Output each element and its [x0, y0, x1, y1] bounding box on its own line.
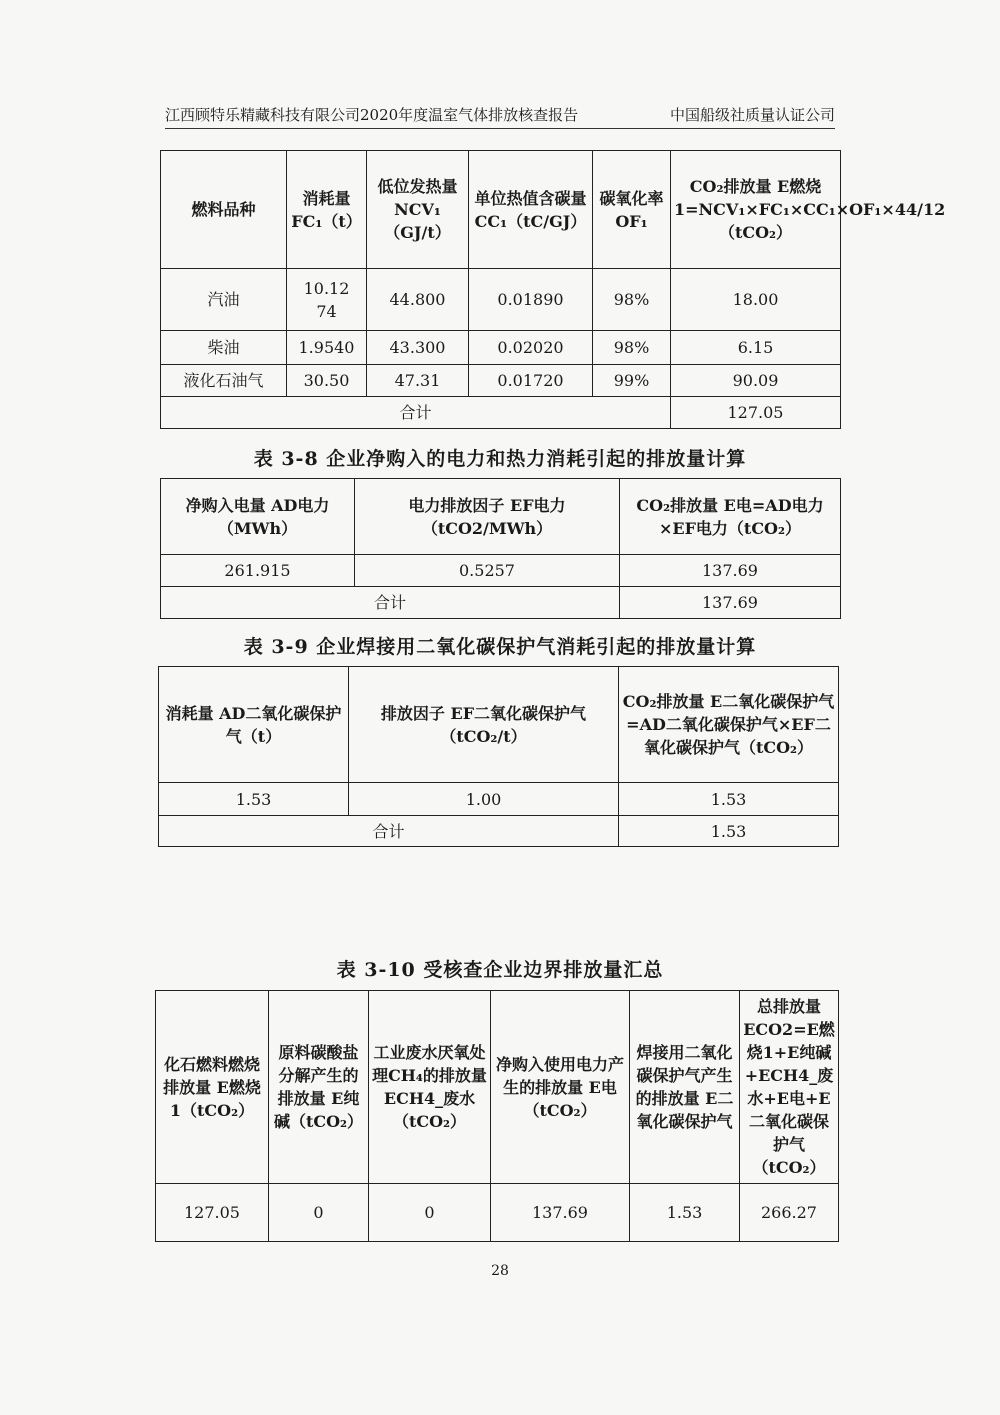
cell-fuel: 汽油 — [161, 269, 287, 331]
header-total: 总排放量 ECO2=E燃烧1+E纯碱+ECH4_废水+E电+E二氧化碳保护气（tCO₂） — [740, 991, 839, 1184]
header-ad: 消耗量 AD二氧化碳保护气（t） — [159, 667, 349, 783]
header-consumption: 消耗量FC₁（t） — [287, 151, 367, 269]
cell-of: 99% — [593, 365, 671, 397]
cell-ad: 1.53 — [159, 783, 349, 816]
header-right-text: 中国船级社质量认证公司 — [669, 106, 835, 124]
header-co2-emission: CO₂排放量 E燃烧1=NCV₁×FC₁×CC₁×OF₁×44/12（tCO₂） — [671, 151, 841, 269]
header-co2: CO₂排放量 E电=AD电力×EF电力（tCO₂） — [620, 479, 841, 555]
cell-ad: 261.915 — [161, 555, 355, 587]
total-label: 合计 — [161, 587, 620, 619]
table-row — [161, 331, 841, 365]
table-3-10-caption: 表 3-10 受核查企业边界排放量汇总 — [336, 959, 664, 981]
cell-welding-gas: 1.53 — [630, 1184, 740, 1242]
fuel-combustion-table — [160, 150, 946, 429]
header-fuel: 燃料品种 — [161, 151, 287, 269]
header-welding-gas: 焊接用二氧化碳保护气产生的排放量 E二氧化碳保护气 — [630, 991, 740, 1184]
total-value: 1.53 — [619, 816, 839, 847]
boundary-summary-table — [155, 990, 839, 1242]
header-ef: 电力排放因子 EF电力（tCO2/MWh） — [355, 479, 620, 555]
cell-fuel: 柴油 — [161, 331, 287, 365]
table-row — [161, 365, 841, 397]
cell-cc: 0.01720 — [469, 365, 593, 397]
total-value: 137.69 — [620, 587, 841, 619]
cell-co2: 6.15 — [671, 331, 841, 365]
header-carbon-content: 单位热值含碳量 CC₁（tC/GJ） — [469, 151, 593, 269]
cell-fossil-fuel: 127.05 — [156, 1184, 269, 1242]
cell-fc: 10.1274 — [287, 269, 367, 331]
table-row — [156, 1184, 839, 1242]
table-3-9-caption: 表 3-9 企业焊接用二氧化碳保护气消耗引起的排放量计算 — [243, 636, 757, 658]
total-label: 合计 — [159, 816, 619, 847]
cell-ef: 1.00 — [349, 783, 619, 816]
total-row — [161, 587, 841, 619]
cell-total: 266.27 — [740, 1184, 839, 1242]
table-3-8-caption: 表 3-8 企业净购入的电力和热力消耗引起的排放量计算 — [253, 448, 747, 470]
cell-ncv: 44.800 — [367, 269, 469, 331]
header-wastewater-ch4: 工业废水厌氧处理CH₄的排放量 ECH4_废水（tCO₂） — [369, 991, 491, 1184]
total-row — [161, 397, 841, 429]
cell-cc: 0.01890 — [469, 269, 593, 331]
cell-ncv: 43.300 — [367, 331, 469, 365]
cell-of: 98% — [593, 269, 671, 331]
cell-co2: 18.00 — [671, 269, 841, 331]
cell-ef: 0.5257 — [355, 555, 620, 587]
table-row — [159, 783, 839, 816]
header-fossil-fuel: 化石燃料燃烧排放量 E燃烧1（tCO₂） — [156, 991, 269, 1184]
header-electricity: 净购入使用电力产生的排放量 E电（tCO₂） — [491, 991, 630, 1184]
header-left-text: 江西顾特乐精藏科技有限公司2020年度温室气体排放核查报告 — [165, 106, 579, 124]
cell-fuel: 液化石油气 — [161, 365, 287, 397]
header-oxidation-rate: 碳氧化率 OF₁ — [593, 151, 671, 269]
cell-carbonate: 0 — [269, 1184, 369, 1242]
cell-co2: 137.69 — [620, 555, 841, 587]
page-number: 28 — [491, 1263, 509, 1279]
page-header — [165, 104, 835, 129]
header-ncv: 低位发热量 NCV₁（GJ/t） — [367, 151, 469, 269]
cell-co2: 1.53 — [619, 783, 839, 816]
welding-gas-table — [158, 666, 839, 847]
total-label: 合计 — [161, 397, 671, 429]
cell-ncv: 47.31 — [367, 365, 469, 397]
cell-cc: 0.02020 — [469, 331, 593, 365]
cell-wastewater-ch4: 0 — [369, 1184, 491, 1242]
header-ad: 净购入电量 AD电力（MWh） — [161, 479, 355, 555]
cell-of: 98% — [593, 331, 671, 365]
header-ef: 排放因子 EF二氧化碳保护气（tCO₂/t） — [349, 667, 619, 783]
total-row — [159, 816, 839, 847]
total-value: 127.05 — [671, 397, 841, 429]
cell-co2: 90.09 — [671, 365, 841, 397]
table-row — [161, 555, 841, 587]
cell-fc: 30.50 — [287, 365, 367, 397]
header-co2: CO₂排放量 E二氧化碳保护气=AD二氧化碳保护气×EF二氧化碳保护气（tCO₂） — [619, 667, 839, 783]
electricity-table — [160, 478, 841, 619]
cell-fc: 1.9540 — [287, 331, 367, 365]
cell-electricity: 137.69 — [491, 1184, 630, 1242]
table-row — [161, 269, 841, 331]
header-carbonate: 原料碳酸盐分解产生的排放量 E纯碱（tCO₂） — [269, 991, 369, 1184]
